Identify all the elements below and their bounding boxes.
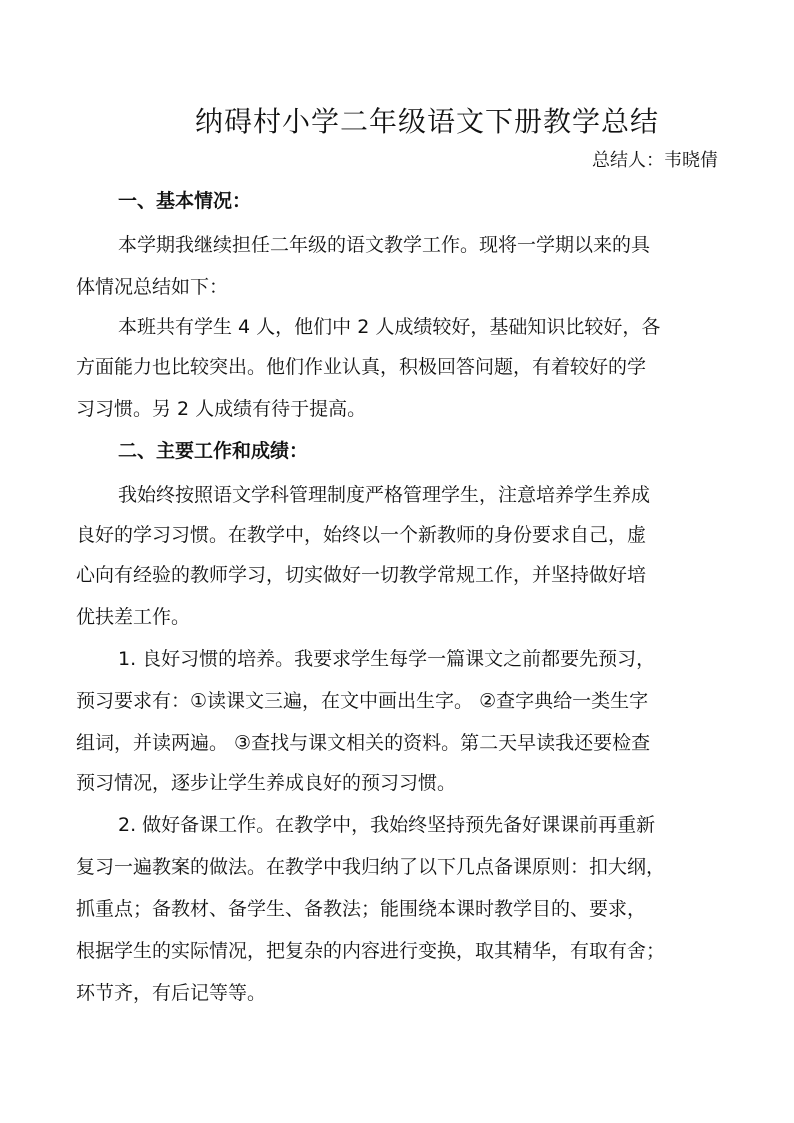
list-item-2: 2. 做好备课工作。在教学中，我始终坚持预先备好课课前再重新 <box>118 814 656 836</box>
paragraph-line: 本班共有学生 4 人，他们中 2 人成绩较好，基础知识比较好，各 <box>118 316 661 338</box>
paragraph-line: 我始终按照语文学科管理制度严格管理学生，注意培养学生养成 <box>118 484 651 506</box>
paragraph-line: 方面能力也比较突出。他们作业认真，积极回答问题，有着较好的学 <box>76 356 647 378</box>
author-line: 总结人：韦晓倩 <box>592 150 718 171</box>
paragraph-line: 本学期我继续担任二年级的语文教学工作。现将一学期以来的具 <box>118 234 651 256</box>
paragraph-line: 组词，并读两遍。 ③查找与课文相关的资料。第二天早读我还要检查 <box>76 732 651 754</box>
paragraph-line: 复习一遍教案的做法。在教学中我归纳了以下几点备课原则：扣大纲， <box>76 856 666 878</box>
paragraph-line: 抓重点；备教材、备学生、备教法；能围绕本课时教学目的、要求， <box>76 898 647 920</box>
paragraph-line: 预习要求有：①读课文三遍，在文中画出生字。 ②查字典给一类生字 <box>76 690 649 712</box>
paragraph-line: 良好的学习习惯。在教学中，始终以一个新教师的身份要求自己，虚 <box>76 524 647 546</box>
paragraph-line: 根据学生的实际情况，把复杂的内容进行变换，取其精华，有取有舍； <box>76 940 666 962</box>
list-item-1: 1. 良好习惯的培养。我要求学生每学一篇课文之前都要先预习， <box>118 648 656 670</box>
document-title: 纳碍村小学二年级语文下册教学总结 <box>194 105 659 138</box>
section-heading-work: 二、主要工作和成绩： <box>118 440 309 462</box>
paragraph-line: 体情况总结如下： <box>76 276 229 298</box>
paragraph-line: 预习情况，逐步让学生养成良好的预习习惯。 <box>76 772 457 794</box>
paragraph-line: 环节齐，有后记等等。 <box>76 982 267 1004</box>
paragraph-line: 优扶差工作。 <box>76 606 191 628</box>
paragraph-line: 心向有经验的教师学习，切实做好一切教学常规工作，并坚持做好培 <box>76 564 647 586</box>
paragraph-line: 习习惯。另 2 人成绩有待于提高。 <box>76 398 367 420</box>
section-heading-basic: 一、基本情况： <box>118 190 252 212</box>
